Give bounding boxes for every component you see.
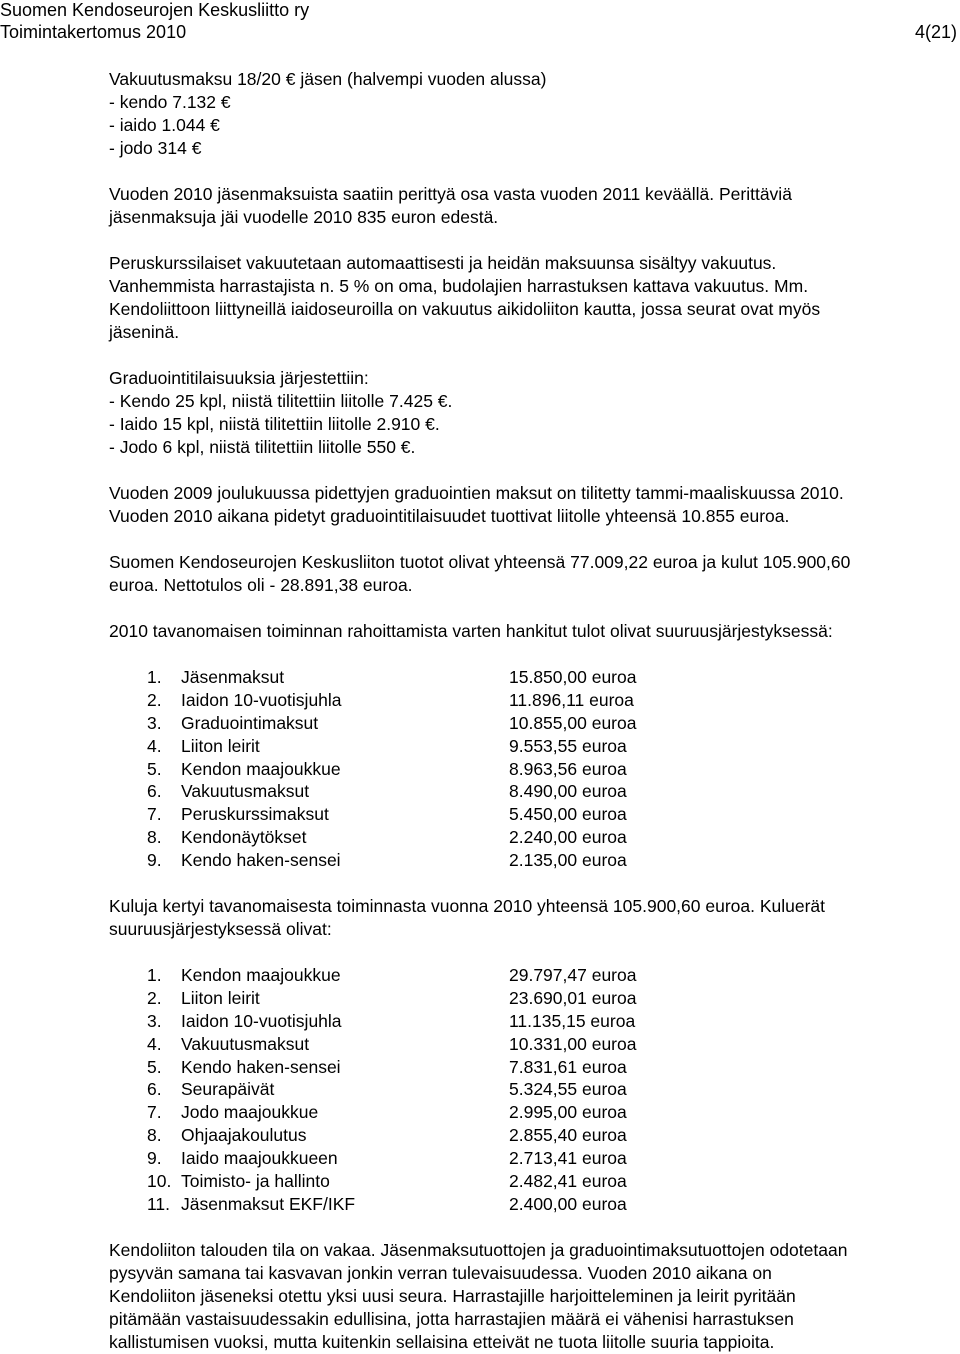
outlook-paragraph-line: kallistumisen vuoksi, mutta kuitenkin sellaisina etteivät ne tuota liitolle suuria tappioita. <box>109 1331 775 1352</box>
list-item: 3. Graduointimaksut 10.855,00 euroa <box>147 712 637 733</box>
expenses-list <box>109 964 949 1216</box>
insurance-paragraph-line: jäseninä. <box>109 322 180 342</box>
fee-item: - jodo 314 € <box>109 138 202 158</box>
totals-line: euroa. Nettotulos oli - 28.891,38 euroa. <box>109 575 413 595</box>
list-item: 2. Liiton leirit 23.690,01 euroa <box>147 987 637 1008</box>
grading-item: - Iaido 15 kpl, niistä tilitettiin liitolle 2.910 €. <box>109 414 440 434</box>
grading-title: Graduointitilaisuuksia järjestettiin: <box>109 368 369 388</box>
fee-item: - kendo 7.132 € <box>109 92 231 112</box>
expenses-intro-line: suuruusjärjestyksessä olivat: <box>109 919 332 940</box>
list-item: 7. Jodo maajoukkue 2.995,00 euroa <box>147 1102 627 1123</box>
outlook-paragraph-line: Kendoliiton jäseneksi otettu yksi uusi seura. Harrastajille harjoitteleminen ja leirit pyritään <box>109 1285 796 1306</box>
outlook-paragraph-line: pitämään vastaisuudessakin edullisina, jotta harrastajien määrä ei vähenisi harrastuksen <box>109 1308 794 1329</box>
membership-paragraph-line: jäsenmaksuja jäi vuodelle 2010 835 euron edestä. <box>109 207 499 227</box>
totals-line: Suomen Kendoseurojen Keskusliiton tuotot olivat yhteensä 77.009,22 euroa ja kulut 105.900,60 <box>109 552 851 572</box>
grading-fees-line: Vuoden 2009 joulukuussa pidettyjen graduointien maksut on tilitetty tammi-maaliskuussa 2010. <box>109 483 844 503</box>
fee-item: - iaido 1.044 € <box>109 115 220 135</box>
list-item: 1. Jäsenmaksut 15.850,00 euroa <box>147 667 637 687</box>
grading-item: - Kendo 25 kpl, niistä tilitettiin liitolle 7.425 €. <box>109 391 453 411</box>
insurance-fee-title: Vakuutusmaksu 18/20 € jäsen (halvempi vuoden alussa) <box>109 69 547 89</box>
list-item: 8. Kendonäytökset 2.240,00 euroa <box>147 827 627 848</box>
income-intro: 2010 tavanomaisen toiminnan rahoittamista varten hankitut tulot olivat suuruusjärjestyksessä: <box>109 621 833 641</box>
document-body <box>109 68 949 1354</box>
list-item: 5. Kendo haken-sensei 7.831,61 euroa <box>147 1056 627 1077</box>
expenses-intro-line: Kuluja kertyi tavanomaisesta toiminnasta vuonna 2010 yhteensä 105.900,60 euroa. Kuluerät <box>109 896 826 917</box>
list-item: 8. Ohjaajakoulutus 2.855,40 euroa <box>147 1125 627 1146</box>
list-item: 11. Jäsenmaksut EKF/IKF 2.400,00 euroa <box>147 1193 627 1214</box>
list-item: 3. Iaidon 10-vuotisjuhla 11.135,15 euroa <box>147 1010 636 1031</box>
outlook-paragraph-line: Kendoliiton talouden tila on vakaa. Jäsenmaksutuottojen ja graduointimaksutuottojen odotetaan <box>109 1239 848 1260</box>
list-item: 1. Kendon maajoukkue 29.797,47 euroa <box>147 965 637 986</box>
insurance-paragraph-line: Peruskurssilaiset vakuutetaan automaattisesti ja heidän maksuunsa sisältyy vakuutus. <box>109 253 777 273</box>
grading-fees-line: Vuoden 2010 aikana pidetyt graduointitilaisuudet tuottivat liitolle yhteensä 10.855 euroa. <box>109 506 790 526</box>
insurance-paragraph-line: Kendoliittoon liittyneillä iaidoseuroilla on vakuutus aikidoliiton kautta, jossa seurat ovat myös <box>109 299 821 319</box>
list-item: 6. Seurapäivät 5.324,55 euroa <box>147 1079 627 1100</box>
page-number: 4(21) <box>914 22 957 42</box>
list-item: 5. Kendon maajoukkue 8.963,56 euroa <box>147 758 627 779</box>
outlook-paragraph-line: pysyvän samana tai kasvavan jonkin verran tulevaisuudessa. Vuoden 2010 aikana on <box>109 1262 772 1283</box>
insurance-paragraph-line: Vanhemmista harrastajista n. 5 % on oma, budolajien harrastuksen kattava vakuutus. Mm. <box>109 276 809 296</box>
list-item: 9. Iaido maajoukkueen 2.713,41 euroa <box>147 1148 627 1169</box>
list-item: 4. Liiton leirit 9.553,55 euroa <box>147 735 627 756</box>
organization-name: Suomen Kendoseurojen Keskusliitto ry <box>0 0 310 20</box>
grading-item: - Jodo 6 kpl, niistä tilitettiin liitolle 550 €. <box>109 437 416 457</box>
list-item: 9. Kendo haken-sensei 2.135,00 euroa <box>147 850 627 871</box>
document-title: Toimintakertomus 2010 <box>0 22 187 42</box>
income-list <box>109 666 949 872</box>
list-item: 6. Vakuutusmaksut 8.490,00 euroa <box>147 781 627 802</box>
list-item: 4. Vakuutusmaksut 10.331,00 euroa <box>147 1033 637 1054</box>
list-item: 10. Toimisto- ja hallinto 2.482,41 euroa <box>147 1171 627 1192</box>
list-item: 7. Peruskurssimaksut 5.450,00 euroa <box>147 804 627 825</box>
list-item: 2. Iaidon 10-vuotisjuhla 11.896,11 euroa <box>147 689 634 710</box>
membership-paragraph-line: Vuoden 2010 jäsenmaksuista saatiin perittyä osa vasta vuoden 2011 keväällä. Perittäviä <box>109 184 792 204</box>
